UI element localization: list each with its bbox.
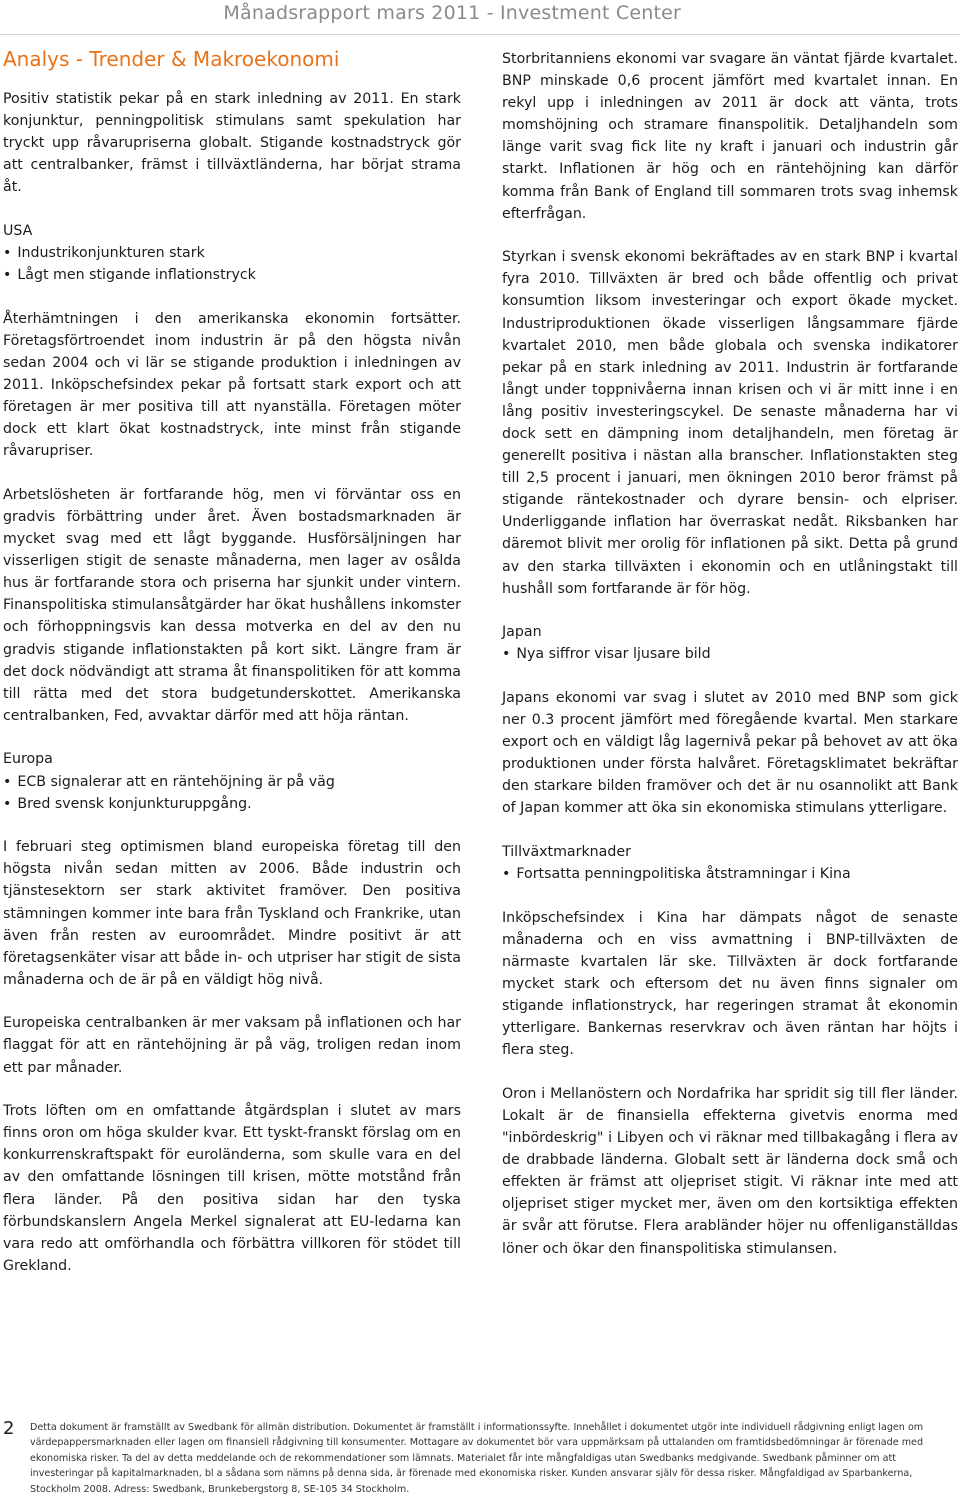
emerging-markets-bullet-list <box>502 863 958 885</box>
emerging-markets-bullet: • Fortsatta penningpolitiska åtstramningar i Kina <box>502 863 958 885</box>
page-number: 2 <box>3 1418 15 1439</box>
header-divider <box>0 34 960 35</box>
europa-paragraph-1: I februari steg optimismen bland europeiska företag till den högsta nivån sedan mitten av 2006. Både industrin och tjänstesektorn ser stark aktivitet framöver. Den positiva stämningen kommer inte bara från Tyskland och Frankrike, utan även från resten av euroområdet. Mindre positivt är att företagsenkäter visar att både in- och utpriser har stigit de sista månaderna och de är på en väldigt hög nivå. <box>3 839 461 988</box>
report-header-title: Månadsrapport mars 2011 - Investment Center <box>223 2 681 24</box>
emerging-markets-paragraph-2: Oron i Mellanöstern och Nordafrika har spridit sig till fler länder. Lokalt är de finansiella effekterna givetvis enorma med "inbördeskrig" i Libyen och vi räknar med tillbakagång i flera av de drabbade länderna. Globalt sett är länderna dock små och effekten är främst att oljepriset stigit. Vi räknar inte med att oljepriset stiger mycket mer, även om den kortsiktiga effekten är svår att förutse. Flera arabländer höjer nu offenliganställdas löner och ökar den finanspolitiska stimulansen. <box>502 1085 958 1257</box>
usa-bullet-list <box>3 242 461 286</box>
europa-bullet: • ECB signalerar att en räntehöjning är på väg <box>3 771 461 793</box>
footer-disclaimer: Detta dokument är framställt av Swedbank för allmän distribution. Dokumentet är framställt i informationssyfte. Innehållet i dokumentet utgör inte individuell rådgivning enligt lagen om värdepappersmarknaden eller lagen om finansiell rådgivning till konsumenter. Mottagare av dokumentet bör vara uppmärksam på uttalanden om framtidsbedömningar är förenade med ekonomiska risker. Ta del av detta meddelande och de rekommendationer som lämnats. Materialet får inte mångfaldigas utan Swedbanks medgivande. Swedbank påminner om att investeringar på kapitalmarknaden, bl a sådana som nämns på denna sida, är förenade med ekonomiska risker. Kunden ansvarar själv för dessa risker. Mångfaldigad av Sparbankerna, Stockholm 2008. Adress: Swedbank, Brunkebergstorg 8, SE-105 34 Stockholm. <box>30 1422 924 1495</box>
europa-bullet: • Bred svensk konjunkturuppgång. <box>3 793 461 815</box>
uk-paragraph: Storbritanniens ekonomi var svagare än väntat fjärde kvartalet. BNP minskade 0,6 procent jämfört med kvartalet innan. En rekyl upp i inledningen av 2011 är dock att vänta, trots momshöjning och stramare finanspolitik. Detaljhandeln som länge varit svag fick lite ny kraft i januari och industrin går starkt. Inflationen är hög och en räntehöjning kan därför komma från Bank of England till sommaren trots svag inhemsk efterfrågan. <box>502 51 958 222</box>
usa-paragraph-2: Arbetslösheten är fortfarande hög, men vi förväntar oss en gradvis förbättring under året. Även bostadsmarknaden är mycket svag med ett lågt byggande. Husförsäljningen har visserligen stigit de senaste månaderna, men lager av osålda hus är fortfarande stora och priserna har sjunkit under vintern. Finanspolitiska stimulansåtgärder har ökat hushållens inkomster och förhoppningsvis kan dessa motverka en del av den nu gradvis stigande inflationstakten på kort sikt. Längre fram är det dock nödvändigt att strama åt finanspolitiken för att komma till rätta med det stora budgetunderskottet. Amerikanska centralbanken, Fed, avvaktar därför med att höja räntan. <box>3 486 461 724</box>
usa-paragraph-1: Återhämtningen i den amerikanska ekonomin fortsätter. Företagsförtroendet inom industrin är på den högsta nivån sedan 2004 och vi lär se stigande produktion i inledningen av 2011. Inköpschefsindex pekar på fortsatt stark export och att företagen är mer positiva till att nyanställa. Företagen möter dock ett klart ökat kostnadstryck, inte minst från stigande råvarupriser. <box>3 310 461 460</box>
right-column <box>502 48 958 1281</box>
europa-paragraph-3: Trots löften om en omfattande åtgärdsplan i slutet av mars finns oron om höga skulder kvar. Ett tyskt-franskt förslag om en konkurrenskraftspakt för euroländerna, som skulle vara en del av den omfattande lösningen till krisen, mötte motstånd från flera länder. På den positiva sidan har den tyska förbundskanslern Angela Merkel signalerat att EU-ledarna kan vara redo att omförhandla och förbättra villkoren för stödet till Grekland. <box>3 1103 461 1274</box>
usa-heading: USA <box>3 222 33 239</box>
europa-heading: Europa <box>3 751 53 768</box>
emerging-markets-heading: Tillväxtmarknader <box>502 844 631 860</box>
left-column <box>3 88 461 1298</box>
section-title: Analys - Trender & Makroekonomi <box>3 47 340 71</box>
japan-heading: Japan <box>502 624 542 641</box>
japan-bullet: • Nya siffror visar ljusare bild <box>502 643 958 665</box>
europa-paragraph-2: Europeiska centralbanken är mer vaksam på inflationen och har flaggat för att en räntehöjning är på väg, troligen redan inom ett par månader. <box>3 1015 461 1076</box>
intro-paragraph: Positiv statistik pekar på en stark inledning av 2011. En stark konjunktur, penningpolitisk stimulans samt spekulation har tryckt upp råvarupriserna globalt. Stigande kostnadstryck gör att centralbanker, främst i tillväxtländerna, har börjat strama åt. <box>3 91 461 196</box>
usa-bullet: • Industrikonjunkturen stark <box>3 242 461 264</box>
japan-bullet-list <box>502 643 958 665</box>
usa-bullet: • Lågt men stigande inflationstryck <box>3 264 461 286</box>
japan-paragraph: Japans ekonomi var svag i slutet av 2010 med BNP som gick ner 0.3 procent jämfört med föregående kvartal. Men starkare export och en väldigt låg lagernivå pekar på behovet av att öka produktionen under första halvåret. Företagsklimatet bekräftar den starkare bilden framöver och det är nu osannolikt att Bank of Japan kommer att öka sin ekonomiska stimulans ytterligare. <box>502 689 958 817</box>
sweden-paragraph: Styrkan i svensk ekonomi bekräftades av en stark BNP i kvartal fyra 2010. Tillväxten är bred och både offentlig och privat konsumtion liksom investeringar och export ökade mycket. Industriproduktionen ökade visserligen långsammare fjärde kvartalet 2010, men både globala och svenska indikatorer pekar på en stark inledning av 2011. Industrin är fortfarande långt under toppnivåerna innan krisen och vi är mitt inne i en lång positiv investeringscykel. De senaste månaderna har vi dock sett en dämpning inom detaljhandeln, men företag är generellt positiva i nästan alla branscher. Inflationstakten steg till 2,5 procent i januari, men ökningen 2010 beror främst på stigande räntekostnader och dyrare bensin- och elpriser. Underliggande inflation har överraskat nedåt. Riksbanken har däremot blivit mer orolig för inflationen på sikt. Detta på grund av den starka tillväxten i ekonomin och en utlåningstakt till hushåll som fortfarande är för hög. <box>502 249 958 597</box>
emerging-markets-paragraph-1: Inköpschefsindex i Kina har dämpats något de senaste månaderna och en viss avmattning i BNP-tillväxten de närmaste kvartalen lär ske. Tillväxten är dock fortfarande mycket stark och eftersom det nu även finns signaler om stigande inflationstryck, har regeringen stramat åt ekonomin ytterligare. Bankernas reservkrav och även räntan har höjts i flera steg. <box>502 909 958 1059</box>
europa-bullet-list <box>3 771 461 815</box>
